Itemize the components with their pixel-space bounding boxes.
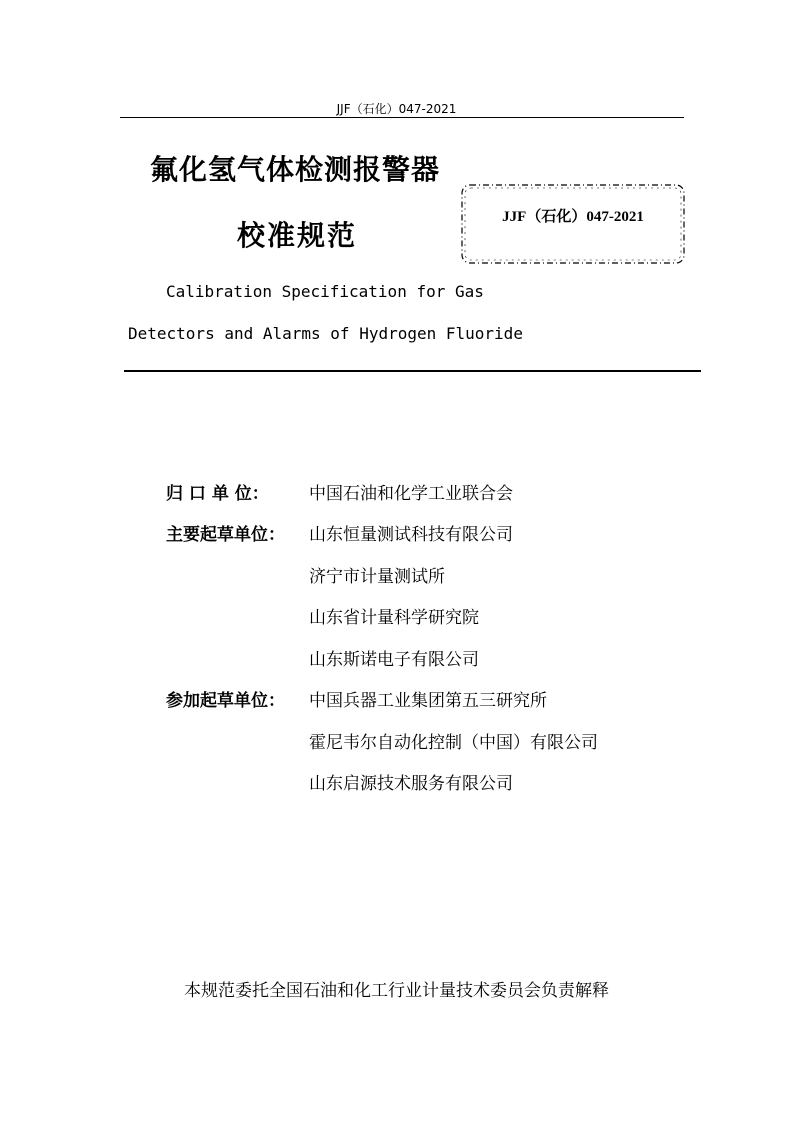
title-rule (124, 370, 701, 372)
responsible-unit-label: 归 口 单 位： (166, 484, 269, 504)
title-chinese-line1: 氟化氢气体检测报警器 (150, 153, 441, 186)
interpretation-note: 本规范委托全国石油和化工行业计量技术委员会负责解释 (184, 981, 609, 1001)
main-drafter: 济宁市计量测试所 (309, 567, 445, 587)
responsible-unit: 中国石油和化学工业联合会 (309, 484, 513, 504)
title-english-line2: Detectors and Alarms of Hydrogen Fluoride (128, 324, 523, 343)
participating-drafters-label: 参加起草单位： (166, 691, 285, 711)
participating-drafter: 山东启源技术服务有限公司 (309, 774, 513, 794)
main-drafter: 山东恒量测试科技有限公司 (309, 525, 513, 545)
participating-drafter: 中国兵器工业集团第五三研究所 (309, 691, 547, 711)
title-chinese-line2: 校准规范 (237, 219, 358, 252)
standard-code-box (458, 181, 688, 267)
title-english-line1: Calibration Specification for Gas (166, 282, 484, 301)
standard-code: JJF（石化）047-2021 (502, 209, 644, 225)
main-drafter: 山东斯诺电子有限公司 (309, 650, 479, 670)
participating-drafter: 霍尼韦尔自动化控制（中国）有限公司 (309, 733, 598, 753)
header-rule (120, 117, 684, 118)
main-drafters-label: 主要起草单位： (166, 525, 285, 545)
main-drafter: 山东省计量科学研究院 (309, 608, 479, 628)
header-standard-code: JJF（石化）047-2021 (336, 102, 457, 116)
